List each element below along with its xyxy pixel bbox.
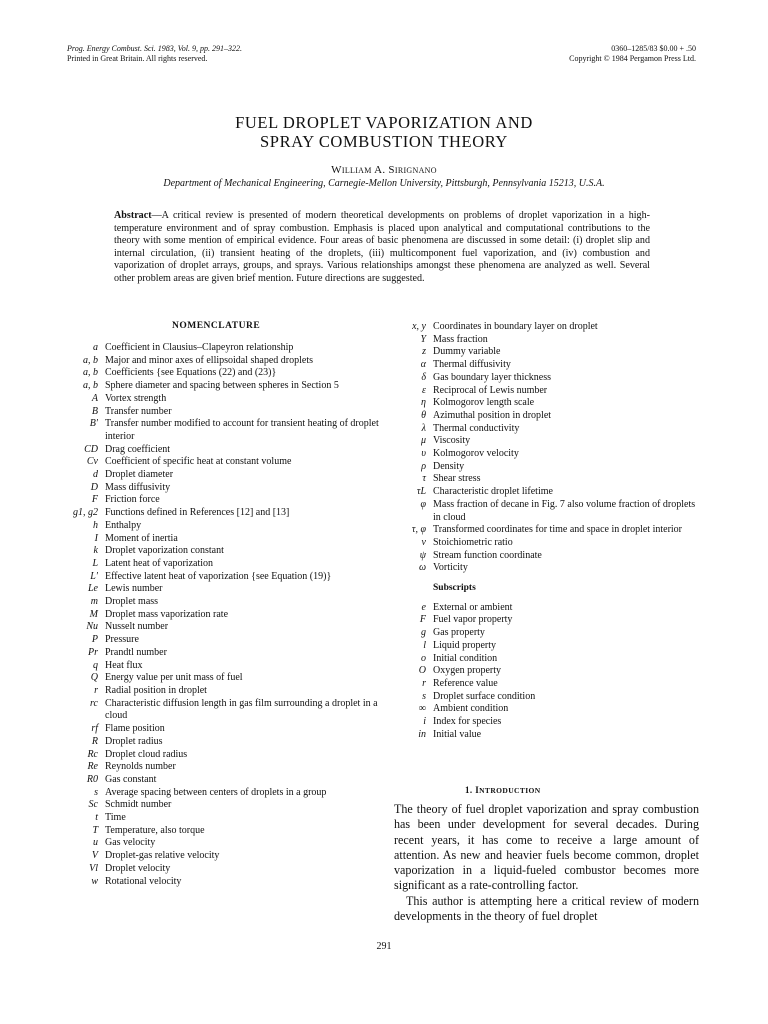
citation-line: Prog. Energy Combust. Sci. 1983, Vol. 9, pp. 291–322. (67, 44, 242, 53)
symbol: s (94, 786, 98, 798)
symbol: T (92, 824, 98, 836)
nomenclature-greek-list (395, 321, 700, 575)
page-number: 291 (376, 941, 392, 952)
symbol: V (91, 850, 98, 862)
symbol: r (94, 684, 98, 696)
definition: Reynolds number (105, 761, 176, 773)
definition: Initial value (433, 728, 482, 740)
symbol: Q (90, 672, 98, 684)
nomenclature-entry (67, 482, 379, 495)
definition: Kolmogorov velocity (433, 448, 519, 460)
definition: Rotational velocity (105, 875, 182, 887)
title-line-1: FUEL DROPLET VAPORIZATION AND (235, 113, 533, 132)
symbol: I (94, 532, 98, 544)
nomenclature-entry (67, 469, 379, 482)
definition: Major and minor axes of ellipsoidal shaped droplets (105, 354, 314, 366)
nomenclature-entry (67, 609, 379, 622)
nomenclature-entry (67, 393, 379, 406)
symbol: r (422, 677, 426, 689)
nomenclature-entry (67, 533, 379, 546)
nomenclature-entry (395, 524, 700, 537)
nomenclature-entry (395, 359, 700, 372)
nomenclature-entry (395, 486, 700, 499)
nomenclature-entry (67, 736, 379, 749)
symbol: F (91, 494, 98, 506)
definition: Viscosity (433, 435, 471, 447)
nomenclature-entry (67, 507, 379, 520)
definition: Thermal diffusivity (433, 359, 511, 371)
copyright-block (569, 44, 696, 64)
introduction-text (394, 802, 699, 924)
definition: Thermal conductivity (433, 422, 520, 434)
symbol: g (421, 627, 426, 639)
symbol: B (91, 405, 98, 417)
nomenclature-entry (67, 444, 379, 457)
nomenclature-entry (67, 355, 379, 368)
definition: Vortex strength (105, 392, 167, 404)
nomenclature-entry (395, 729, 700, 742)
nomenclature-entry (67, 774, 379, 787)
nomenclature-entry (67, 672, 379, 685)
nomenclature-entry (67, 850, 379, 863)
definition: Functions defined in References [12] and [13] (105, 507, 290, 519)
symbol: τ, φ (411, 524, 426, 536)
symbol: μ (420, 435, 426, 447)
symbol: Le (88, 583, 98, 595)
symbol: CD (84, 443, 98, 455)
nomenclature-entry (395, 385, 700, 398)
definition: Coefficient in Clausius–Clapeyron relationship (105, 342, 294, 353)
definition: Gas property (433, 627, 485, 639)
nomenclature-entry (395, 423, 700, 436)
nomenclature-entry (67, 863, 379, 876)
symbol: i (423, 716, 426, 728)
symbol: O (418, 665, 426, 677)
nomenclature-entry (67, 723, 379, 736)
symbol: ∞ (418, 703, 426, 715)
nomenclature-entry (395, 397, 700, 410)
symbol: L (92, 557, 98, 569)
nomenclature-entry (67, 545, 379, 558)
symbol: h (93, 519, 98, 531)
nomenclature-right-column (395, 321, 700, 742)
symbol: x, y (412, 321, 426, 332)
symbol: R0 (86, 773, 98, 785)
symbol: B′ (89, 418, 98, 430)
nomenclature-entry (395, 653, 700, 666)
definition: Gas constant (105, 773, 157, 785)
nomenclature-entry (67, 558, 379, 571)
definition: Pressure (105, 634, 139, 646)
nomenclature-entry (395, 410, 700, 423)
definition: Enthalpy (105, 519, 142, 531)
nomenclature-entry (395, 461, 700, 474)
nomenclature-entry (395, 678, 700, 691)
nomenclature-entry (67, 825, 379, 838)
definition: Coefficients {see Equations (22) and (23)} (105, 367, 277, 379)
definition: Azimuthal position in droplet (433, 409, 552, 421)
definition: Mass diffusivity (105, 481, 171, 493)
nomenclature-entry (395, 562, 700, 575)
symbol: Y (420, 333, 426, 345)
definition: Effective latent heat of vaporization {see Equation (19)} (105, 570, 332, 582)
nomenclature-entry (395, 640, 700, 653)
definition: Drag coefficient (105, 443, 171, 455)
nomenclature-entry (67, 406, 379, 419)
issn-line: 0360–1285/83 $0.00 + .50 (611, 44, 696, 53)
symbol: g1, g2 (73, 507, 98, 519)
nomenclature-entry (67, 787, 379, 800)
nomenclature-entry (395, 537, 700, 550)
definition: Droplet diameter (105, 469, 174, 481)
definition: Flame position (105, 723, 165, 735)
symbol: F (419, 614, 426, 626)
nomenclature-entry (67, 520, 379, 533)
definition: Gas velocity (105, 837, 156, 849)
definition: Droplet cloud radius (105, 748, 188, 760)
symbol: τ (422, 473, 426, 485)
definition: Sphere diameter and spacing between spheres in Section 5 (105, 380, 339, 392)
nomenclature-left-column (67, 342, 379, 888)
symbol: l (423, 639, 426, 651)
symbol: L′ (90, 570, 98, 582)
symbol: u (93, 837, 98, 849)
definition: Mass fraction of decane in Fig. 7 also volume fraction of droplets in cloud (433, 498, 696, 523)
abstract-label: Abstract (114, 210, 152, 221)
symbol: ω (418, 562, 426, 574)
symbol: o (421, 652, 426, 664)
symbol: s (422, 690, 426, 702)
nomenclature-entry (67, 749, 379, 762)
symbol: η (421, 397, 426, 409)
definition: Energy value per unit mass of fuel (105, 672, 243, 684)
symbol: e (421, 601, 426, 613)
symbol: m (90, 596, 98, 608)
symbol: Nu (86, 621, 98, 633)
symbol: t (95, 812, 98, 824)
symbol: k (93, 545, 98, 557)
definition: Droplet radius (105, 735, 163, 747)
symbol: Vl (89, 862, 98, 874)
nomenclature-entry (67, 367, 379, 380)
symbol: φ (420, 498, 426, 510)
nomenclature-entry (395, 691, 700, 704)
symbol: Pr (88, 646, 98, 658)
symbol: R (91, 735, 98, 747)
symbol: ψ (419, 549, 426, 561)
definition: Stream function coordinate (433, 549, 542, 561)
nomenclature-heading: NOMENCLATURE (172, 321, 261, 331)
symbol: z (422, 346, 426, 358)
nomenclature-entry (395, 716, 700, 729)
printed-line: Printed in Great Britain. All rights reserved. (67, 54, 208, 63)
nomenclature-entry (67, 418, 379, 443)
nomenclature-entry (67, 685, 379, 698)
definition: Latent heat of vaporization (105, 557, 214, 569)
definition: External or ambient (433, 601, 513, 613)
definition: Reciprocal of Lewis number (433, 384, 548, 396)
definition: Coordinates in boundary layer on droplet (433, 321, 598, 332)
nomenclature-entry (395, 435, 700, 448)
nomenclature-entry (395, 346, 700, 359)
definition: Droplet-gas relative velocity (105, 850, 220, 862)
definition: Time (105, 812, 126, 824)
definition: Droplet mass (105, 596, 159, 608)
nomenclature-entry (395, 499, 700, 524)
abstract-text: —A critical review is presented of modern theoretical developments on problems of droplet vaporization in a high-temperature environment and of spray combustion. Emphasis is placed upon analytical and computational contributions to the theory with some mention of empirical evidence. Four areas of basic phenomena are discussed in some detail: (i) droplet slip and internal circulation, (ii) transient heating of the droplets, (iii) multicomponent fuel vaporization, and (iv) combustion and vaporization of droplet arrays, groups, and sprays. Various relationships amongst these phenomena are analyzed as well. Several other problem areas are given brief mention. Future directions are suggested. (114, 210, 650, 284)
symbol: ρ (421, 460, 426, 472)
definition: Fuel vapor property (433, 614, 513, 626)
intro-paragraph-2: This author is attempting here a critical review of modern developments in the theory of fuel droplet (394, 893, 699, 924)
section-heading-introduction: 1. INTRODUCTION (465, 785, 541, 795)
symbol: D (90, 481, 98, 493)
symbol: Re (87, 761, 98, 773)
nomenclature-entry (395, 448, 700, 461)
nomenclature-entry (395, 614, 700, 627)
definition: Droplet velocity (105, 862, 171, 874)
nomenclature-entry (67, 812, 379, 825)
nomenclature-entry (395, 665, 700, 678)
definition: Mass fraction (433, 333, 488, 345)
symbol: θ (421, 409, 426, 421)
abstract (114, 210, 650, 286)
definition: Moment of inertia (105, 532, 178, 544)
definition: Schmidt number (105, 799, 172, 811)
definition: Oxygen property (433, 665, 502, 677)
nomenclature-entry (67, 647, 379, 660)
definition: Characteristic droplet lifetime (433, 486, 553, 498)
subscripts-heading: Subscripts (433, 583, 476, 594)
symbol: P (91, 634, 98, 646)
symbol: A (91, 392, 98, 404)
paper-title (0, 113, 768, 151)
nomenclature-entry (67, 596, 379, 609)
nomenclature-entry (395, 703, 700, 716)
symbol: ε (422, 384, 426, 396)
journal-citation (67, 44, 242, 64)
symbol: rf (91, 723, 98, 735)
symbol: ν (421, 536, 426, 548)
definition: Reference value (433, 677, 498, 689)
definition: Transfer number modified to account for transient heating of droplet interior (105, 418, 379, 442)
symbol: α (420, 359, 426, 371)
author-affiliation: Department of Mechanical Engineering, Carnegie-Mellon University, Pittsburgh, Pennsylvania 15213, U.S.A. (163, 178, 605, 189)
nomenclature-entry (67, 876, 379, 889)
symbol: Rc (87, 748, 98, 760)
definition: Shear stress (433, 473, 481, 485)
nomenclature-entry (395, 473, 700, 486)
definition: Prandtl number (105, 646, 167, 658)
symbol: d (93, 469, 98, 481)
nomenclature-entry (67, 380, 379, 393)
nomenclature-entry (67, 456, 379, 469)
author-name: William A. Sirignano (331, 164, 437, 176)
definition: Droplet surface condition (433, 690, 536, 702)
definition: Dummy variable (433, 346, 501, 358)
definition: Droplet mass vaporization rate (105, 608, 229, 620)
definition: Kolmogorov length scale (433, 397, 535, 409)
symbol: a, b (83, 380, 98, 392)
symbol: M (89, 608, 98, 620)
nomenclature-entry (395, 334, 700, 347)
intro-paragraph-1: The theory of fuel droplet vaporization and spray combustion has been under development for several decades. During recent years, it has come to receive a large amount of attention. As new and heavier fuels become common, droplet vaporization in a liquid-fueled combustor becomes more significant as a rate-controlling factor. (394, 802, 699, 893)
definition: Transfer number (105, 405, 172, 417)
nomenclature-entry (67, 342, 379, 355)
definition: Ambient condition (433, 703, 509, 715)
definition: Characteristic diffusion length in gas film surrounding a droplet in a cloud (105, 697, 378, 722)
symbol: rc (90, 697, 98, 709)
nomenclature-entry (67, 621, 379, 634)
symbol: δ (421, 371, 426, 383)
symbol: q (93, 659, 98, 671)
nomenclature-entry (395, 602, 700, 615)
definition: Average spacing between centers of droplets in a group (105, 786, 327, 798)
definition: Nusselt number (105, 621, 169, 633)
definition: Index for species (433, 716, 502, 728)
symbol: λ (421, 422, 426, 434)
definition: Heat flux (105, 659, 143, 671)
symbol: a (93, 342, 98, 353)
nomenclature-entry (67, 799, 379, 812)
nomenclature-entry (67, 698, 379, 723)
definition: Liquid property (433, 639, 497, 651)
definition: Density (433, 460, 465, 472)
definition: Friction force (105, 494, 160, 506)
definition: Stoichiometric ratio (433, 536, 513, 548)
symbol: υ (421, 448, 426, 460)
symbol: τL (416, 486, 426, 498)
definition: Lewis number (105, 583, 163, 595)
title-line-2: SPRAY COMBUSTION THEORY (260, 132, 508, 151)
nomenclature-entry (395, 321, 700, 334)
nomenclature-entry (395, 550, 700, 563)
nomenclature-entry (67, 837, 379, 850)
definition: Radial position in droplet (105, 684, 207, 696)
symbol: a, b (83, 367, 98, 379)
nomenclature-entry (67, 494, 379, 507)
symbol: in (418, 728, 426, 740)
nomenclature-entry (395, 372, 700, 385)
definition: Transformed coordinates for time and space in droplet interior (433, 524, 683, 536)
nomenclature-entry (67, 634, 379, 647)
nomenclature-entry (67, 571, 379, 584)
nomenclature-entry (67, 761, 379, 774)
nomenclature-entry (67, 660, 379, 673)
nomenclature-entry (67, 583, 379, 596)
definition: Temperature, also torque (105, 824, 205, 836)
symbol: Sc (88, 799, 98, 811)
nomenclature-entry (395, 627, 700, 640)
definition: Vorticity (433, 562, 468, 574)
subscripts-list (395, 602, 700, 742)
definition: Gas boundary layer thickness (433, 371, 552, 383)
definition: Coefficient of specific heat at constant volume (105, 456, 292, 468)
symbol: w (91, 875, 98, 887)
copyright-line: Copyright © 1984 Pergamon Press Ltd. (569, 54, 696, 63)
definition: Droplet vaporization constant (105, 545, 224, 557)
definition: Initial condition (433, 652, 498, 664)
symbol: a, b (83, 354, 98, 366)
symbol: Cv (86, 456, 98, 468)
